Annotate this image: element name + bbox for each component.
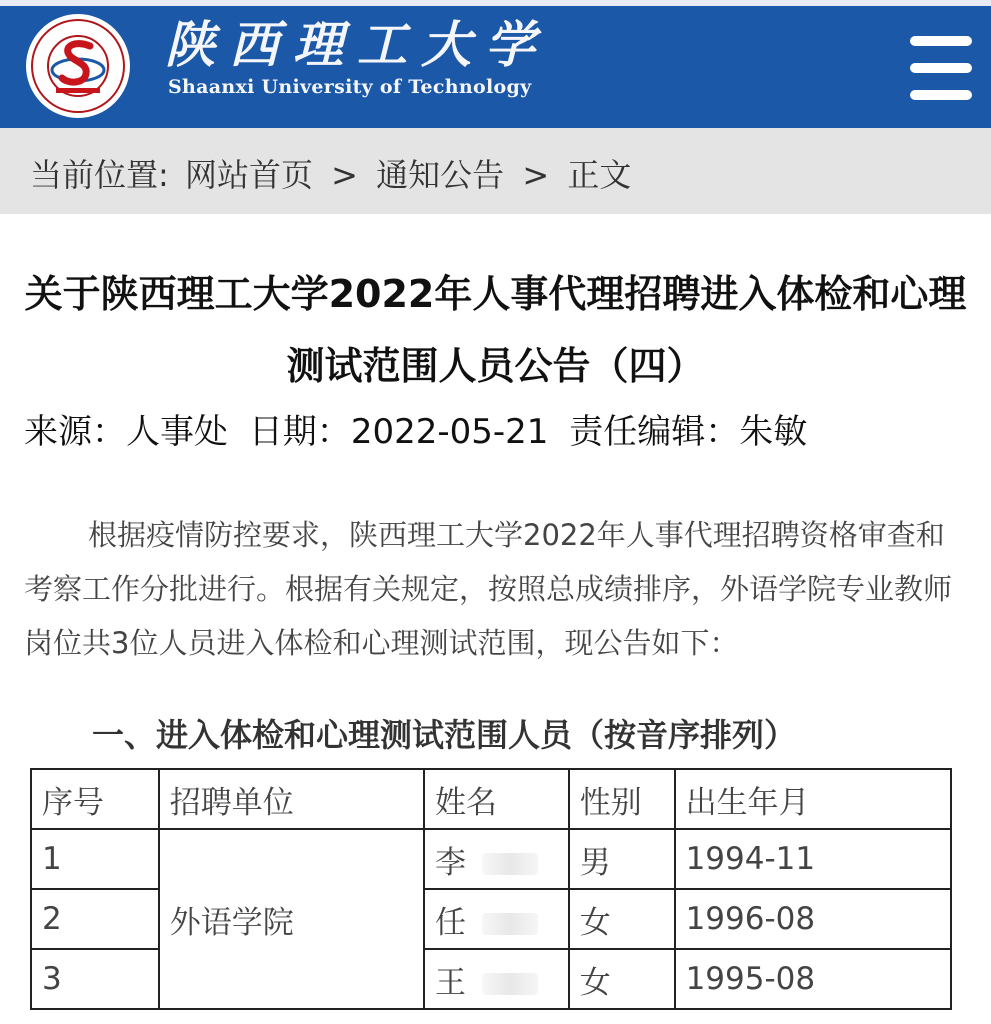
article-title: 关于陕西理工大学2022年人事代理招聘进入体检和心理测试范围人员公告（四） [24,272,967,388]
cell-birth: 1996-08 [675,889,951,949]
name-text: 李 [434,844,466,881]
cell-unit: 外语学院 [159,829,424,1009]
table-header-row [31,769,951,829]
cell-gender: 男 [569,829,675,889]
cell-birth: 1995-08 [675,949,951,1009]
redaction-blur [482,913,538,935]
redaction-blur [482,973,538,995]
site-header [0,0,991,128]
header-name: 姓名 [424,769,569,829]
header-number: 序号 [31,769,159,829]
breadcrumb-current: 正文 [567,156,632,194]
source-label: 来源： [24,412,126,452]
cell-name [424,889,569,949]
source-value: 人事处 [126,412,228,452]
date-value: 2022-05-21 [350,412,549,452]
cell-number: 3 [31,949,159,1009]
header-birth: 出生年月 [675,769,951,829]
cell-gender: 女 [569,889,675,949]
header-unit: 招聘单位 [159,769,424,829]
editor-value: 朱敏 [739,412,808,452]
date-label: 日期： [248,412,351,452]
site-name-cn: 陕西理工大学 [165,15,549,74]
breadcrumb-separator: > [522,156,550,194]
site-name-en: Shaanxi University of Technology [168,76,532,98]
table-row [31,829,951,889]
redaction-blur [482,853,538,875]
cell-birth: 1994-11 [675,829,951,889]
cell-number: 2 [31,889,159,949]
breadcrumb [30,150,631,196]
name-text: 任 [434,904,466,941]
cell-name [424,829,569,889]
name-text: 王 [434,964,466,1001]
breadcrumb-separator: > [331,156,358,194]
hamburger-menu-icon[interactable] [910,36,972,100]
article-meta [24,404,817,453]
editor-label: 责任编辑： [569,412,740,452]
article-paragraph: 根据疫情防控要求，陕西理工大学2022年人事代理招聘资格审查和考察工作分批进行。根据有关规定，按照总成绩排序，外语学院专业教师岗位共3位人员进入体检和心理测试范围，现公告如下： [24,518,953,660]
candidate-table [30,768,952,1010]
breadcrumb-label: 当前位置: [30,156,169,194]
header-gender: 性别 [569,769,675,829]
cell-number: 1 [31,829,159,889]
section-heading: 一、进入体检和心理测试范围人员（按音序排列） [92,716,797,754]
breadcrumb-bar [0,128,991,214]
cell-gender: 女 [569,949,675,1009]
breadcrumb-notices-link[interactable]: 通知公告 [376,156,505,194]
university-logo[interactable] [26,14,130,118]
breadcrumb-home-link[interactable]: 网站首页 [184,156,313,194]
cell-name [424,949,569,1009]
